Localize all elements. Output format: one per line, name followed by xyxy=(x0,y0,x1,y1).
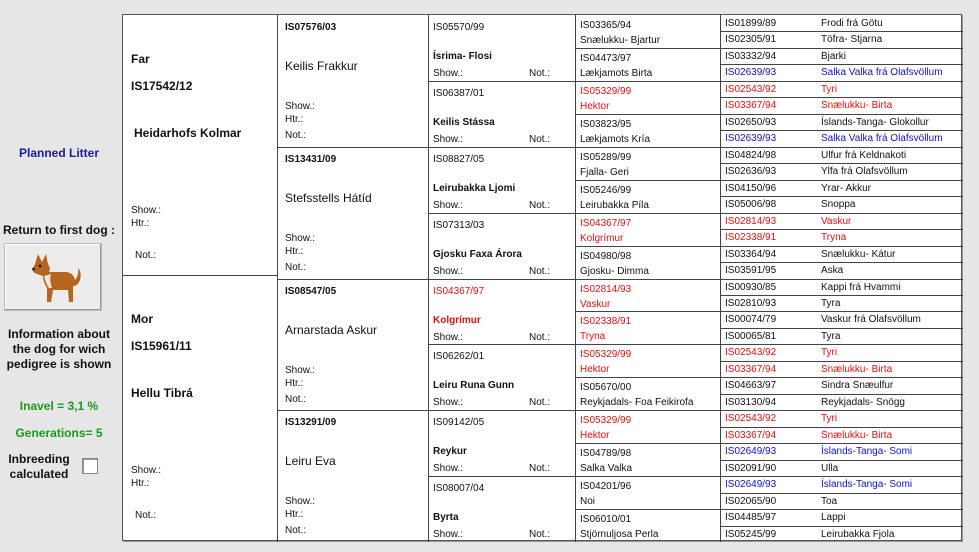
htr-label: Htr.: xyxy=(285,245,304,257)
row-divider-gen5 xyxy=(720,394,963,395)
ancestor-id[interactable]: IS02814/93 xyxy=(580,283,632,295)
ancestor-name[interactable]: Lækjamots Birta xyxy=(580,67,653,79)
htr-label: Htr.: xyxy=(285,509,304,521)
row-divider-gen3 xyxy=(428,410,575,411)
ancestor-name[interactable]: Ulfur frá Keldnakoti xyxy=(821,149,907,161)
row-divider-gen5 xyxy=(720,311,963,312)
not-label: Not.: xyxy=(529,331,551,343)
ancestor-name[interactable]: Reykjadals- Snögg xyxy=(821,396,905,408)
ancestor-name[interactable]: Gjosku Faxa Árora xyxy=(433,248,522,260)
dog-icon xyxy=(25,250,81,306)
not-label: Not.: xyxy=(529,463,551,475)
ancestor-id[interactable]: IS05246/99 xyxy=(580,184,632,196)
ancestor-id[interactable]: IS02543/92 xyxy=(725,347,777,359)
ancestor-name[interactable]: Kappi frá Hvammi xyxy=(821,281,901,293)
not-label: Not.: xyxy=(529,397,551,409)
ancestor-name[interactable]: Sindra Snæulfur xyxy=(821,380,894,392)
not-label: Not.: xyxy=(529,199,551,211)
row-divider-gen5 xyxy=(720,410,963,411)
row-divider-gen4 xyxy=(575,180,720,181)
ancestor-name[interactable]: Íslands-Tanga- Somi xyxy=(821,479,913,491)
show-label: Show.: xyxy=(131,205,162,216)
row-divider-gen4 xyxy=(575,311,720,312)
row-divider-gen5 xyxy=(720,114,963,115)
parent-role: Mor xyxy=(131,312,153,326)
not-label: Not.: xyxy=(529,529,551,541)
not-label: Not.: xyxy=(285,130,307,141)
row-divider-gen4 xyxy=(575,246,720,247)
row-divider-gen4 xyxy=(575,213,720,214)
row-divider-gen4 xyxy=(575,377,720,378)
info-text: Information about the dog for wich pedigree is shown xyxy=(6,327,112,371)
inbreeding-checkbox[interactable] xyxy=(82,458,98,474)
row-divider-gen4 xyxy=(575,443,720,444)
ancestor-id[interactable]: IS04980/98 xyxy=(580,250,632,262)
row-divider-gen5 xyxy=(720,526,963,527)
ancestor-name[interactable]: Tryna xyxy=(821,232,847,244)
ancestor-name[interactable]: Hektor xyxy=(580,430,610,442)
row-divider-gen4 xyxy=(575,509,720,510)
grandparent-name[interactable]: Leiru Eva xyxy=(285,454,336,469)
grandparent-name[interactable]: Stefsstells Hátíd xyxy=(285,190,372,205)
ancestor-id[interactable]: IS09142/05 xyxy=(433,417,485,429)
row-divider-gen5 xyxy=(720,328,963,329)
ancestor-id[interactable]: IS06262/01 xyxy=(433,351,485,363)
ancestor-name[interactable]: Toa xyxy=(821,495,838,507)
ancestor-name[interactable]: Leiru Runa Gunn xyxy=(433,380,515,392)
ancestor-name[interactable]: Leirubakka Ljomi xyxy=(433,182,516,194)
ancestor-id[interactable]: IS00074/79 xyxy=(725,314,777,326)
ancestor-id[interactable]: IS02810/93 xyxy=(725,297,777,309)
ancestor-id[interactable]: IS00930/85 xyxy=(725,281,777,293)
ancestor-name[interactable]: Salka Valka xyxy=(580,463,633,475)
return-to-first-dog-button[interactable] xyxy=(4,243,102,311)
row-divider-gen5 xyxy=(720,476,963,477)
row-divider-gen4 xyxy=(575,48,720,49)
ancestor-name[interactable]: Salka Valka frá Olafsvöllum xyxy=(821,133,943,145)
show-label: Show.: xyxy=(433,265,464,277)
row-divider-gen5 xyxy=(720,361,963,362)
grandparent-name[interactable]: Arnarstada Askur xyxy=(285,322,378,337)
not-label: Not.: xyxy=(529,68,551,79)
ancestor-name[interactable]: Íslands-Tanga- Glokollur xyxy=(821,116,929,128)
not-label: Not.: xyxy=(285,393,307,405)
row-divider-gen5 xyxy=(720,48,963,49)
grandparent-id[interactable]: IS13431/09 xyxy=(285,153,337,165)
ancestor-name[interactable]: Ylfa frá Olafsvöllum xyxy=(821,166,908,178)
ancestor-id[interactable]: IS05670/00 xyxy=(580,382,632,394)
show-label: Show.: xyxy=(285,364,316,376)
ancestor-name[interactable]: Gjosku- Dimma xyxy=(580,265,649,277)
row-divider-gen3 xyxy=(428,147,575,148)
ancestor-name[interactable]: Vaskur xyxy=(821,215,852,227)
row-divider-gen4 xyxy=(575,81,720,82)
row-divider-gen5 xyxy=(720,163,963,164)
row-divider-gen5 xyxy=(720,443,963,444)
ancestor-name[interactable]: Tyra xyxy=(821,330,841,342)
show-label: Show.: xyxy=(433,68,464,79)
row-divider-gen5 xyxy=(720,147,963,148)
row-divider-gen5 xyxy=(720,344,963,345)
ancestor-id[interactable]: IS02814/93 xyxy=(725,215,777,227)
row-divider-gen4 xyxy=(575,147,720,148)
ancestor-name[interactable]: Tyra xyxy=(821,297,841,309)
ancestor-id[interactable]: IS05245/99 xyxy=(725,528,777,540)
not-label: Not.: xyxy=(285,525,307,537)
row-divider-gen5 xyxy=(720,196,963,197)
ancestor-id[interactable]: IS06010/01 xyxy=(580,514,632,526)
htr-label: Htr.: xyxy=(285,114,304,125)
ancestor-id[interactable]: IS04485/97 xyxy=(725,512,777,524)
ancestor-name[interactable]: Kolgrímur xyxy=(580,232,624,244)
not-label: Not.: xyxy=(529,265,551,277)
ancestor-id[interactable]: IS02639/93 xyxy=(725,67,777,79)
ancestor-id[interactable]: IS05006/98 xyxy=(725,199,777,211)
ancestor-name[interactable]: Snælukku- Kátur xyxy=(821,248,896,260)
ancestor-name[interactable]: Salka Valka frá Olafsvöllum xyxy=(821,67,943,79)
row-divider-gen3 xyxy=(428,344,575,345)
row-divider-gen5 xyxy=(720,295,963,296)
ancestor-id[interactable]: IS02065/90 xyxy=(725,495,777,507)
grandparent-id[interactable]: IS08547/05 xyxy=(285,285,337,297)
ancestor-id[interactable]: IS03364/94 xyxy=(725,248,777,260)
ancestor-name[interactable]: Leirubakka Fjola xyxy=(821,528,895,540)
show-label: Show.: xyxy=(285,496,316,508)
htr-label: Htr.: xyxy=(131,478,150,489)
ancestor-name[interactable]: Tyri xyxy=(821,413,838,425)
ancestor-name[interactable]: Kolgrímur xyxy=(433,314,481,326)
ancestor-id[interactable]: IS02649/93 xyxy=(725,446,777,458)
row-divider-gen5 xyxy=(720,180,963,181)
row-divider-gen5 xyxy=(720,377,963,378)
ancestor-id[interactable]: IS04367/97 xyxy=(433,285,485,297)
ancestor-id[interactable]: IS03367/94 xyxy=(725,100,777,112)
row-divider-gen3 xyxy=(428,81,575,82)
ancestor-id[interactable]: IS07313/03 xyxy=(433,219,485,231)
row-divider-gen5 xyxy=(720,64,963,65)
row-divider-gen3 xyxy=(428,213,575,214)
ancestor-name[interactable]: Reykur xyxy=(433,446,467,458)
grandparent-id[interactable]: IS07576/03 xyxy=(285,22,337,33)
ancestor-name[interactable]: Vaskur xyxy=(580,298,611,310)
ancestor-id[interactable]: IS05329/99 xyxy=(580,85,632,97)
ancestor-id[interactable]: IS02091/90 xyxy=(725,462,777,474)
ancestor-id[interactable]: IS05570/99 xyxy=(433,22,485,33)
show-label: Show.: xyxy=(433,199,464,211)
ancestor-name[interactable]: Snoppa xyxy=(821,199,856,211)
return-label: Return to first dog : xyxy=(3,223,115,237)
row-divider-gen1 xyxy=(123,275,277,276)
ancestor-id[interactable]: IS03823/95 xyxy=(580,118,632,130)
htr-label: Htr.: xyxy=(131,218,150,229)
ancestor-id[interactable]: IS00065/81 xyxy=(725,330,777,342)
ancestor-name[interactable]: Íslands-Tanga- Somi xyxy=(821,446,913,458)
ancestor-id[interactable]: IS05329/99 xyxy=(580,415,632,427)
ancestor-name[interactable]: Byrta xyxy=(433,512,459,524)
ancestor-name[interactable]: Ísrima- Flosi xyxy=(433,51,492,62)
ancestor-name[interactable]: Bjarki xyxy=(821,50,847,62)
grandparent-id[interactable]: IS13291/09 xyxy=(285,417,337,429)
htr-label: Htr.: xyxy=(285,377,304,389)
row-divider-gen5 xyxy=(720,81,963,82)
ancestor-id[interactable]: IS03365/94 xyxy=(580,20,632,31)
ancestor-id[interactable]: IS03367/94 xyxy=(725,363,777,375)
ancestor-name[interactable]: Vaskur frá Olafsvöllum xyxy=(821,314,921,326)
ancestor-id[interactable]: IS04367/97 xyxy=(580,217,632,229)
show-label: Show.: xyxy=(433,397,464,409)
ancestor-id[interactable]: IS02639/93 xyxy=(725,133,777,145)
not-label: Not.: xyxy=(285,261,307,273)
ancestor-name[interactable]: Tryna xyxy=(580,331,606,343)
ancestor-id[interactable]: IS04473/97 xyxy=(580,52,632,64)
ancestor-id[interactable]: IS02649/93 xyxy=(725,479,777,491)
row-divider-gen4 xyxy=(575,344,720,345)
ancestor-id[interactable]: IS02338/91 xyxy=(580,316,632,328)
show-label: Show.: xyxy=(131,465,162,476)
show-label: Show.: xyxy=(433,133,464,145)
row-divider-gen4 xyxy=(575,476,720,477)
ancestor-name[interactable]: Snælukku- Bjartur xyxy=(580,35,661,46)
parent-id[interactable]: IS17542/12 xyxy=(131,79,193,93)
ancestor-name[interactable]: Reykjadals- Foa Feikirofa xyxy=(580,397,694,409)
not-label: Not.: xyxy=(529,133,551,145)
ancestor-id[interactable]: IS05289/99 xyxy=(580,151,632,163)
ancestor-id[interactable]: IS08827/05 xyxy=(433,153,485,165)
row-divider-gen4 xyxy=(575,114,720,115)
grandparent-name[interactable]: Keilis Frakkur xyxy=(285,59,358,73)
row-divider-gen5 xyxy=(720,460,963,461)
ancestor-name[interactable]: Lækjamots Kría xyxy=(580,133,651,145)
ancestor-name[interactable]: Leirubakka Píla xyxy=(580,199,649,211)
ancestor-name[interactable]: Ulla xyxy=(821,462,839,474)
ancestor-name[interactable]: Aska xyxy=(821,265,844,277)
ancestor-name[interactable]: Snælukku- Birta xyxy=(821,100,893,112)
ancestor-name[interactable]: Tyri xyxy=(821,347,838,359)
row-divider-gen5 xyxy=(720,262,963,263)
row-divider-gen5 xyxy=(720,130,963,131)
ancestor-name[interactable]: Snælukku- Birta xyxy=(821,363,893,375)
ancestor-name[interactable]: Yrar- Akkur xyxy=(821,182,872,194)
ancestor-name[interactable]: Lappi xyxy=(821,512,846,524)
parent-id[interactable]: IS15961/11 xyxy=(131,339,192,353)
not-label: Not.: xyxy=(135,250,157,261)
show-label: Show.: xyxy=(433,331,464,343)
ancestor-id[interactable]: IS01899/89 xyxy=(725,18,777,29)
ancestor-id[interactable]: IS02650/93 xyxy=(725,116,777,128)
row-divider-gen3 xyxy=(428,279,575,280)
generations-value: Generations= 5 xyxy=(15,426,103,440)
ancestor-id[interactable]: IS04201/96 xyxy=(580,481,632,493)
row-divider-gen2 xyxy=(277,147,428,148)
ancestor-id[interactable]: IS05329/99 xyxy=(580,349,632,361)
row-divider-gen5 xyxy=(720,213,963,214)
row-divider-gen5 xyxy=(720,509,963,510)
ancestor-id[interactable]: IS03591/95 xyxy=(725,265,777,277)
row-divider-gen4 xyxy=(575,410,720,411)
ancestor-name[interactable]: Tyri xyxy=(821,83,838,95)
row-divider-gen5 xyxy=(720,97,963,98)
planned-litter-link[interactable]: Planned Litter xyxy=(18,146,99,160)
left-panel xyxy=(0,0,118,552)
row-divider-gen5 xyxy=(720,427,963,428)
parent-name[interactable]: Hellu Tibrá xyxy=(131,386,193,400)
ancestor-id[interactable]: IS03367/94 xyxy=(725,429,777,441)
ancestor-name[interactable]: Snælukku- Birta xyxy=(821,429,893,441)
row-divider-gen5 xyxy=(720,246,963,247)
ancestor-id[interactable]: IS02305/91 xyxy=(725,34,777,46)
ancestor-id[interactable]: IS04789/98 xyxy=(580,448,632,460)
row-divider-gen5 xyxy=(720,279,963,280)
ancestor-id[interactable]: IS02543/92 xyxy=(725,83,777,95)
ancestor-name[interactable]: Fjalla- Geri xyxy=(580,166,629,178)
show-label: Show.: xyxy=(433,529,464,541)
ancestor-name[interactable]: Noi xyxy=(580,496,596,508)
row-divider-gen2 xyxy=(277,279,428,280)
row-divider-gen2 xyxy=(277,410,428,411)
row-divider-gen5 xyxy=(720,229,963,230)
row-divider-gen3 xyxy=(428,476,575,477)
ancestor-id[interactable]: IS02338/91 xyxy=(725,232,777,244)
ancestor-id[interactable]: IS02636/93 xyxy=(725,166,777,178)
parent-role: Far xyxy=(131,52,150,66)
ancestor-id[interactable]: IS06387/01 xyxy=(433,87,485,99)
inbreeding-label: Inbreeding calculated xyxy=(8,452,70,481)
inavel-value: Inavel = 3,1 % xyxy=(19,399,99,413)
show-label: Show.: xyxy=(285,232,316,244)
ancestor-id[interactable]: IS04150/96 xyxy=(725,182,777,194)
row-divider-gen5 xyxy=(720,493,963,494)
ancestor-name[interactable]: Hektor xyxy=(580,100,610,112)
ancestor-name[interactable]: Frodi frá Götu xyxy=(821,18,883,29)
show-label: Show.: xyxy=(285,101,316,112)
ancestor-id[interactable]: IS08007/04 xyxy=(433,483,485,495)
ancestor-name[interactable]: Töfra- Stjarna xyxy=(821,34,883,46)
ancestor-id[interactable]: IS02543/92 xyxy=(725,413,777,425)
ancestor-name[interactable]: Hektor xyxy=(580,364,610,376)
row-divider-gen4 xyxy=(575,279,720,280)
ancestor-id[interactable]: IS03332/94 xyxy=(725,50,777,62)
not-label: Not.: xyxy=(135,510,157,521)
ancestor-id[interactable]: IS04824/98 xyxy=(725,149,777,161)
show-label: Show.: xyxy=(433,463,464,475)
ancestor-id[interactable]: IS03130/94 xyxy=(725,396,777,408)
ancestor-name[interactable]: Keilis Stássa xyxy=(433,116,495,128)
pedigree-table xyxy=(122,14,962,541)
ancestor-id[interactable]: IS04663/97 xyxy=(725,380,777,392)
parent-name[interactable]: Heidarhofs Kolmar xyxy=(134,126,242,140)
ancestor-name[interactable]: Stjörnuljosa Perla xyxy=(580,529,659,541)
row-divider-gen5 xyxy=(720,31,963,32)
